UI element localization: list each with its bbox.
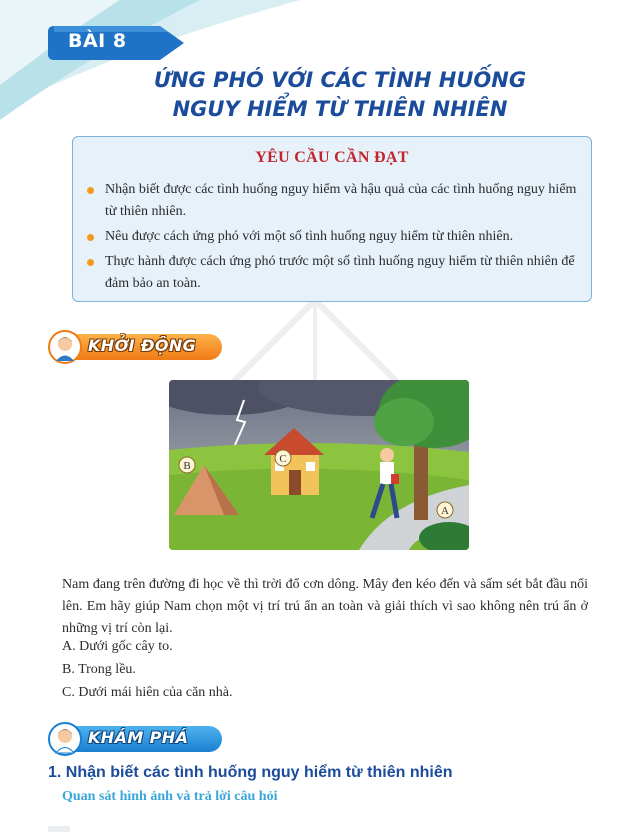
title-line-1: ỨNG PHÓ VỚI CÁC TÌNH HUỐNG	[153, 68, 527, 92]
list-item	[85, 226, 581, 248]
tent-label: B	[183, 460, 191, 472]
house-label: C	[279, 453, 287, 465]
explore-section-header	[48, 722, 223, 754]
warmup-section-header	[48, 330, 223, 362]
bullet-icon	[87, 187, 94, 194]
section-heading: 1. Nhận biết các tình huống nguy hiểm từ thiên nhiên	[48, 764, 453, 781]
warmup-paragraph: Nam đang trên đường đi học về thì trời đổ cơn dông. Mây đen kéo đến và sấm sét bắt đầu nổi lên. Em hãy giúp Nam chọn một vị trí trú ẩn an toàn và giải thích vì sao không nên trú ẩn ở những vị trí còn lại.	[62, 577, 588, 636]
section-instruction: Quan sát hình ảnh và trả lời câu hỏi	[62, 789, 278, 804]
explore-label: KHÁM PHÁ	[88, 728, 189, 747]
requirements-heading: YÊU CẦU CẦN ĐẠT	[255, 149, 409, 166]
requirement-text: Thực hành được cách ứng phó trước một số tình huống nguy hiểm từ thiên nhiên để đảm bảo an toàn.	[105, 254, 575, 291]
title-line-2: NGUY HIỂM TỪ THIÊN NHIÊN	[172, 97, 508, 121]
storm-scene-illustration	[169, 380, 469, 550]
requirements-box	[72, 136, 592, 302]
option-c: C. Dưới mái hiên của căn nhà.	[62, 685, 233, 700]
requirements-list	[85, 179, 581, 298]
lesson-badge	[48, 24, 188, 62]
list-item	[85, 179, 581, 223]
tree-label: A	[441, 505, 449, 517]
bullet-icon	[87, 234, 94, 241]
bullet-icon	[87, 259, 94, 266]
option-a: A. Dưới gốc cây to.	[62, 639, 173, 654]
student-mascot-icon	[48, 330, 82, 364]
warmup-label: KHỞI ĐỘNG	[88, 336, 197, 355]
requirement-text: Nêu được cách ứng phó với một số tình huống nguy hiểm từ thiên nhiên.	[105, 229, 514, 244]
page-title	[60, 66, 620, 124]
option-b: B. Trong lều.	[62, 662, 136, 677]
requirement-text: Nhận biết được các tình huống nguy hiểm và hậu quả của các tình huống nguy hiểm từ thiên nhiên.	[105, 182, 577, 219]
list-item	[85, 251, 581, 295]
page-edge-mark	[48, 826, 70, 832]
lesson-number: BÀI 8	[68, 30, 127, 52]
student-mascot-icon	[48, 722, 82, 756]
